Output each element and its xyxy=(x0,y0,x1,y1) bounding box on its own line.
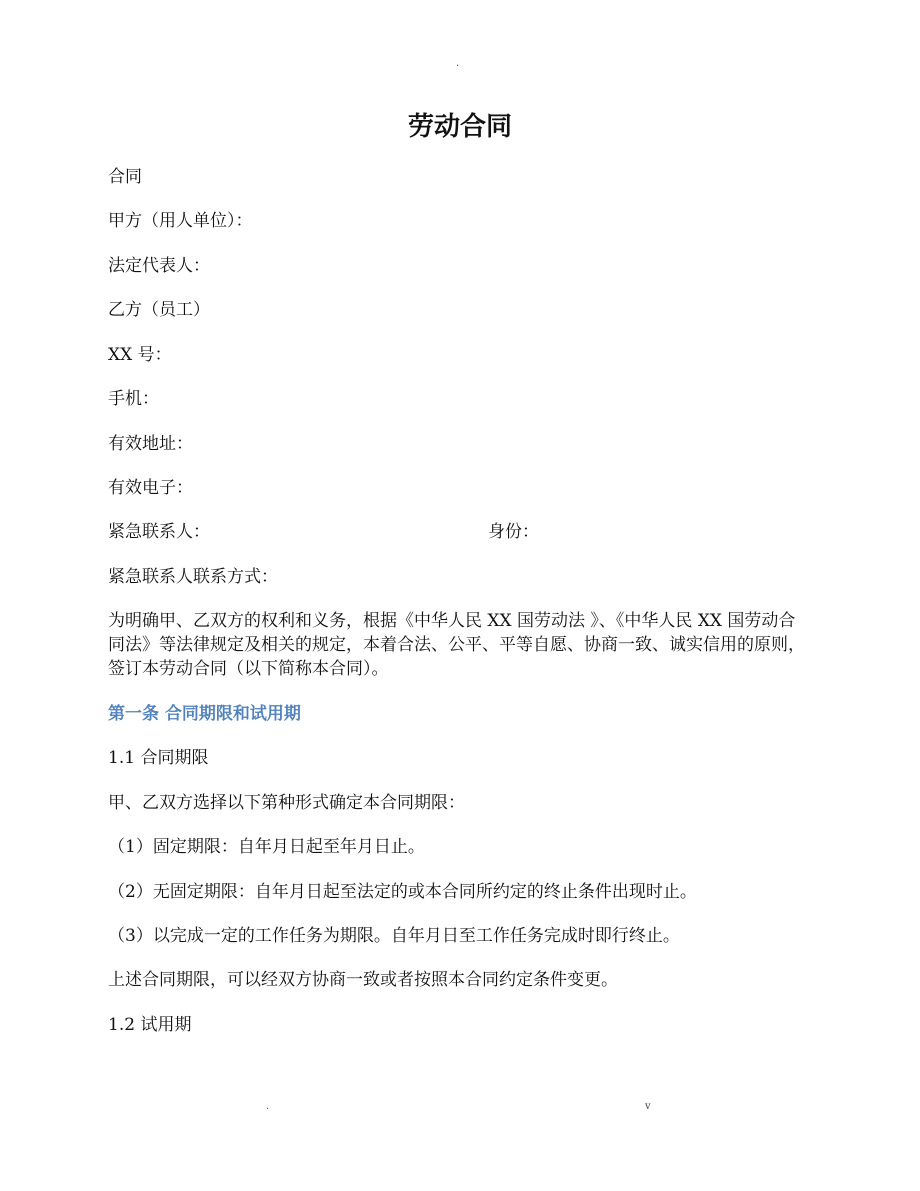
term-option-1: （1）固定期限：自年月日起至年月日止。 xyxy=(108,837,425,857)
subsection-1-2: 1.2 试用期 xyxy=(108,1015,192,1035)
line-id-number: XX 号： xyxy=(108,345,172,365)
line-party-a: 甲方（用人单位）： xyxy=(108,211,253,231)
line-mobile: 手机： xyxy=(108,389,159,409)
line-emergency-contact: 紧急联系人： xyxy=(108,522,210,542)
footer-left-mark: . xyxy=(266,1101,270,1112)
line-address: 有效地址： xyxy=(108,434,193,454)
line-emergency-phone: 紧急联系人联系方式： xyxy=(108,567,278,587)
subsection-1-1: 1.1 合同期限 xyxy=(108,748,209,768)
header-mark: . xyxy=(456,58,460,69)
section-heading-1: 第一条 合同期限和试用期 xyxy=(108,704,301,724)
line-contract: 合同 xyxy=(108,167,142,187)
line-email: 有效电子： xyxy=(108,478,193,498)
line-legal-rep: 法定代表人： xyxy=(108,256,210,276)
term-option-3: （3）以完成一定的工作任务为期限。自年月日至工作任务完成时即行终止。 xyxy=(108,926,680,946)
line-emergency-identity: 身份： xyxy=(488,522,539,542)
footer-right-mark: v xyxy=(645,1101,651,1112)
term-change-line: 上述合同期限，可以经双方协商一致或者按照本合同约定条件变更。 xyxy=(108,970,618,990)
term-choice-line: 甲、乙双方选择以下第种形式确定本合同期限： xyxy=(108,793,465,813)
line-party-b: 乙方（员工） xyxy=(108,300,210,320)
term-option-2: （2）无固定期限：自年月日起至法定的或本合同所约定的终止条件出现时止。 xyxy=(108,882,697,902)
document-title: 劳动合同 xyxy=(407,112,512,142)
intro-paragraph: 为明确甲、乙双方的权利和义务，根据《中华人民 XX 国劳动法 》、《中华人民 XX 国劳动合同法》等法律规定及相关的规定，本着合法、公平、平等自愿、协商一致、诚实信用的原则，签订本劳动合同（以下简称本合同）。 xyxy=(108,611,805,679)
